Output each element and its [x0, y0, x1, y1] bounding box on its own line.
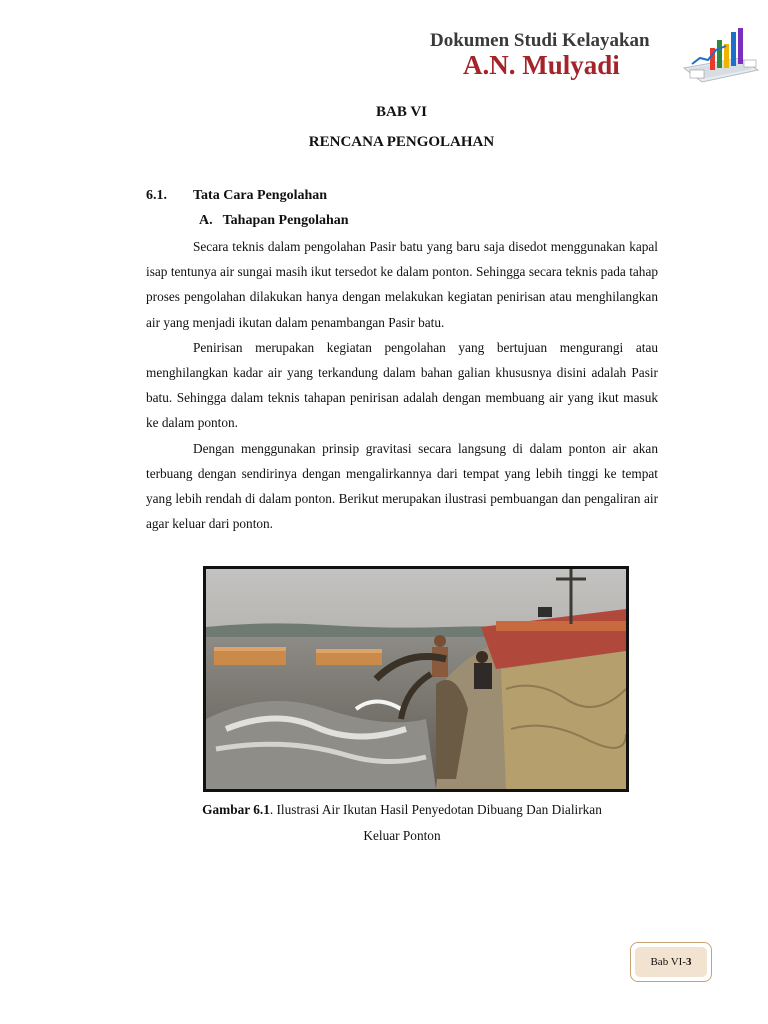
- paragraph-3: Dengan menggunakan prinsip gravitasi secara langsung di dalam ponton air akan terbuang dengan sendirinya dengan mengalirkannya dari tempat yang lebih tinggi ke tempat yang lebih rendah di dalam ponton. Berikut merupakan ilustrasi pembuangan dan pengaliran air agar keluar dari ponton.: [146, 440, 658, 532]
- page-number-badge: [630, 942, 712, 982]
- figure-photo: [203, 566, 629, 792]
- figure-caption-line1: . Ilustrasi Air Ikutan Hasil Penyedotan Dibuang Dan Dialirkan: [269, 802, 602, 817]
- document-title: Dokumen Studi Kelayakan: [430, 30, 650, 51]
- figure-caption-line2: Keluar Ponton: [363, 828, 441, 843]
- page-prefix: Bab VI-: [650, 956, 687, 968]
- company-name: A.N. Mulyadi: [463, 50, 620, 80]
- bar-chart-logo-icon: [680, 24, 760, 86]
- figure-caption: [160, 797, 644, 849]
- section-number: 6.1.: [146, 188, 167, 203]
- paragraph-2: Penirisan merupakan kegiatan pengolahan yang bertujuan mengurangi atau menghilangkan kadar air yang terkandung dalam bahan galian khususnya disini adalah Pasir batu. Sehingga dalam teknis tahapan penirisan adalah dengan membuang air yang ikut masuk ke dalam ponton.: [146, 339, 658, 431]
- page-number: 3: [686, 956, 692, 968]
- figure-label: Gambar 6.1: [202, 802, 270, 817]
- subsection-title: Tahapan Pengolahan: [222, 213, 349, 228]
- subsection-heading: [199, 213, 359, 229]
- subsection-letter: A.: [199, 213, 213, 228]
- chapter-title: RENCANA PENGOLAHAN: [308, 134, 495, 150]
- body-text: [146, 234, 658, 536]
- paragraph-1: Secara teknis dalam pengolahan Pasir batu yang baru saja disedot menggunakan kapal isap tentunya air sungai masih ikut tersedot ke dalam ponton. Sehingga secara teknis pada tahap proses pengolahan dilakukan hanya dengan melakukan kegiatan penirisan atau menghilangkan air yang menjadi ikutan dalam penambangan Pasir batu.: [146, 239, 658, 330]
- section-title: Tata Cara Pengolahan: [193, 188, 328, 203]
- chapter-label: BAB VI: [376, 104, 427, 120]
